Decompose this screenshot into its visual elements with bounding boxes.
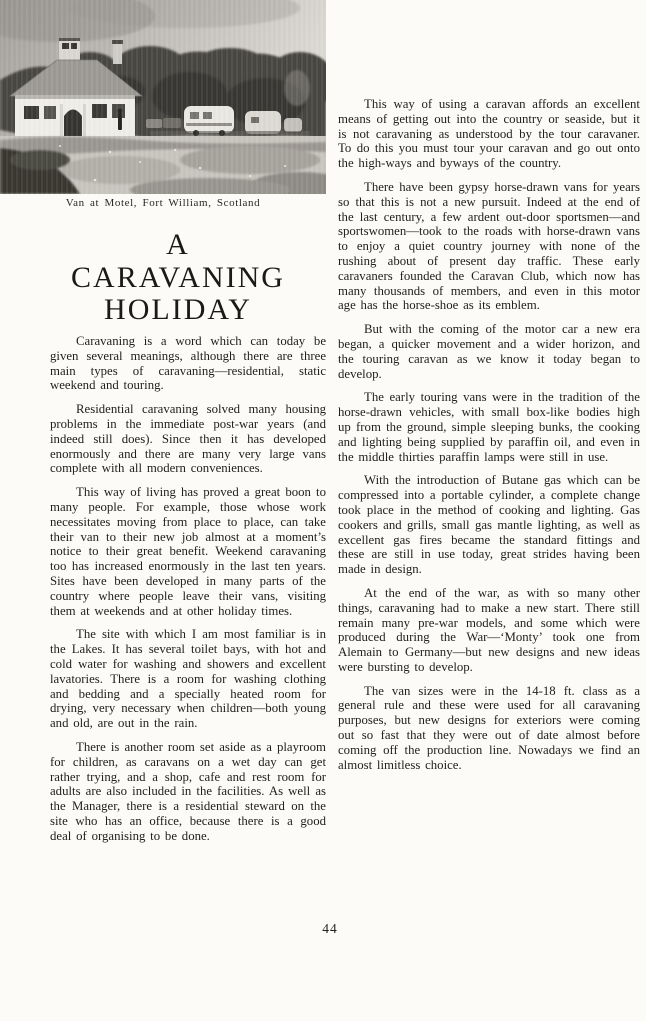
motel-photo-image [0,0,326,194]
title-line-2: CARAVANING [71,260,285,294]
body-paragraph: The early touring vans were in the tradition of the horse-drawn vehicles, with small box-like bodies high up from the ground, simple sleeping bunks, the cooking and lighting being supplied by paraffin oil, and even in the middle thirties paraffin lamps were still in use. [338,390,640,464]
body-paragraph: The site with which I am most familiar is in the Lakes. It has several toilet bays, with hot and cold water for washing and showers and excellent lavatories. There is a room for washing clothing and bedding and a specially heated room for drying, very necessary when children—both young and old, are out in the rain. [50,627,326,731]
body-paragraph: There is another room set aside as a playroom for children, as caravans on a wet day can get rather trying, and a shop, cafe and rest room for adults are also included in the facilities. As well as the Manager, there is a residential steward on the site who has an office, because there is a good deal of organising to be done. [50,739,326,843]
body-paragraph: But with the coming of the motor car a new era began, a quicker movement and a wider horizon, and the touring caravan as we know it today began to develop. [338,322,640,381]
title-line-1: A [166,228,190,261]
right-column [338,97,640,781]
body-paragraph: With the introduction of Butane gas which can be compressed into a portable cylinder, a complete change took place in the method of cooking and lighting. Gas cookers and grills, small gas mantle lighting, as well as excellent gas fires became the standard fittings and these are still in use today, great strides having been made in design. [338,473,640,577]
body-paragraph: There have been gypsy horse-drawn vans for years so that this is not a new pursuit. Indeed at the end of the last century, a few ardent out-door sportsmen—and sportswomen—took to the roads with horse-drawn vans to enjoy a quiet country journey with none of the rushing about of present day traffic. These early caravaners founded the Caravan Club, which now has many thousands of members, and even in this motor age has the horse-shoe as its emblem. [338,179,640,313]
body-paragraph: The van sizes were in the 14-18 ft. class as a general rule and these were used for all caravaning purposes, but new designs for exteriors were coming out so fast that they were out of date almost before coming off the production line. Nowadays we find an almost limitless choice. [338,683,640,772]
body-paragraph: At the end of the war, as with so many other things, caravaning had to make a new start. There still remain many pre-war models, and some which were produced during the War—‘Monty’ took one from Alemain to Germany—but new designs and new ideas were bursting to develop. [338,585,640,674]
body-paragraph: Residential caravaning solved many housing problems in the immediate post-war years (and indeed still does). Since then it has developed enormously and there are many very large vans complete with all modern conveniences. [50,402,326,476]
title-line-3: HOLIDAY [104,293,252,327]
page-number: 44 [322,921,338,936]
left-column [50,334,326,853]
body-paragraph: Caravaning is a word which can today be given several meanings, although there are three main types of caravaning—residential, static weekend and touring. [50,334,326,393]
article-title [30,229,326,327]
body-paragraph: This way of living has proved a great boon to many people. For example, those whose work necessitates moving from place to place, can take their van to their new job almost at a moment’s notice to their great benefit. Weekend caravaning too has increased enormously in the last ten years. Sites have been developed in many parts of the country where people leave their vans, visiting them at weekends and at other holiday times. [50,485,326,618]
body-paragraph: This way of using a caravan affords an excellent means of getting out into the country or seaside, but it is not caravaning as understood by the tour caravaner. To do this you must tour your caravan and go out onto the high-ways and byways of the country. [338,97,640,171]
photo-caption: Van at Motel, Fort William, Scotland [65,197,261,209]
motel-photo [0,0,326,194]
